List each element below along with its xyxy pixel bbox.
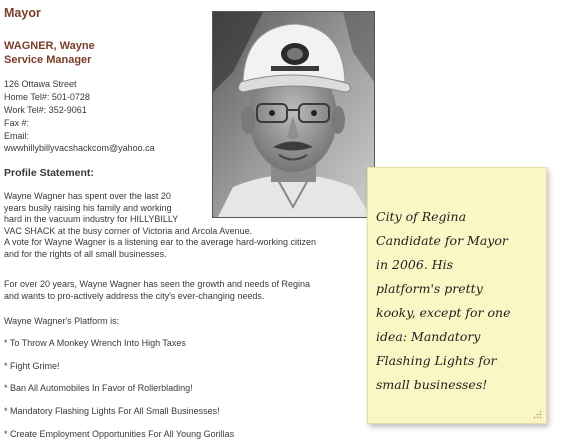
profile-paragraph-2 xyxy=(4,279,310,302)
candidate-photo xyxy=(212,11,375,218)
profile-line: For over 20 years, Wayne Wagner has seen the growth and needs of Regina xyxy=(4,279,311,289)
sticky-note[interactable] xyxy=(367,167,547,424)
sticky-note-line: in 2006. His xyxy=(376,257,454,272)
candidate-portrait-icon xyxy=(213,12,374,217)
platform-item: * Fight Grime! xyxy=(4,361,60,371)
resize-grip-icon[interactable] xyxy=(533,410,542,419)
profile-line: years busily raising his family and working xyxy=(4,202,172,213)
sticky-note-line: Flashing Lights for xyxy=(376,353,497,368)
sticky-note-line: City of Regina xyxy=(376,209,467,224)
profile-line: and for the rights of all small businesses. xyxy=(4,248,167,259)
sticky-note-line: platform's pretty xyxy=(376,281,483,296)
work-phone: Work Tel#: 352-9061 xyxy=(4,105,87,115)
profile-line: hard in the vacuum industry for HILLYBILLY xyxy=(4,214,179,224)
platform-item: * Create Employment Opportunities For All Young Gorillas xyxy=(4,429,235,439)
profile-line: and wants to pro-actively address the city's ever-changing needs. xyxy=(4,290,265,301)
sticky-note-text xyxy=(376,205,544,397)
profile-heading: Profile Statement: xyxy=(4,167,94,179)
candidate-name: WAGNER, Wayne xyxy=(4,40,95,52)
platform-item: * To Throw A Monkey Wrench Into High Taxes xyxy=(4,338,186,348)
address: 126 Ottawa Street xyxy=(4,79,77,89)
sticky-note-line: Candidate for Mayor xyxy=(376,233,508,248)
platform-intro: Wayne Wagner's Platform is: xyxy=(4,316,120,326)
profile-line: VAC SHACK at the busy corner of Victoria and Arcola Avenue. xyxy=(4,225,253,236)
candidate-occupation: Service Manager xyxy=(4,54,92,66)
profile-line: A vote for Wayne Wagner is a listening ear to the average hard-working citizen xyxy=(4,237,316,247)
contact-info xyxy=(4,78,90,143)
email-label: Email: xyxy=(4,131,30,141)
page-title: Mayor xyxy=(4,6,41,20)
home-phone: Home Tel#: 501-0728 xyxy=(4,92,90,102)
sticky-note-line: idea: Mandatory xyxy=(376,329,481,344)
platform-item: * Mandatory Flashing Lights For All Small Businesses! xyxy=(4,406,220,416)
email-link[interactable]: wwwhillybillyvacshackcom@yahoo.ca xyxy=(4,143,155,153)
sticky-note-line: kooky, except for one xyxy=(376,305,511,320)
sticky-note-line: small businesses! xyxy=(376,377,488,392)
fax: Fax #: xyxy=(4,118,30,128)
profile-line: Wayne Wagner has spent over the last 20 xyxy=(4,191,171,201)
candidate-name-block xyxy=(4,39,95,67)
platform-item: * Ban All Automobiles In Favor of Rollerblading! xyxy=(4,383,193,393)
